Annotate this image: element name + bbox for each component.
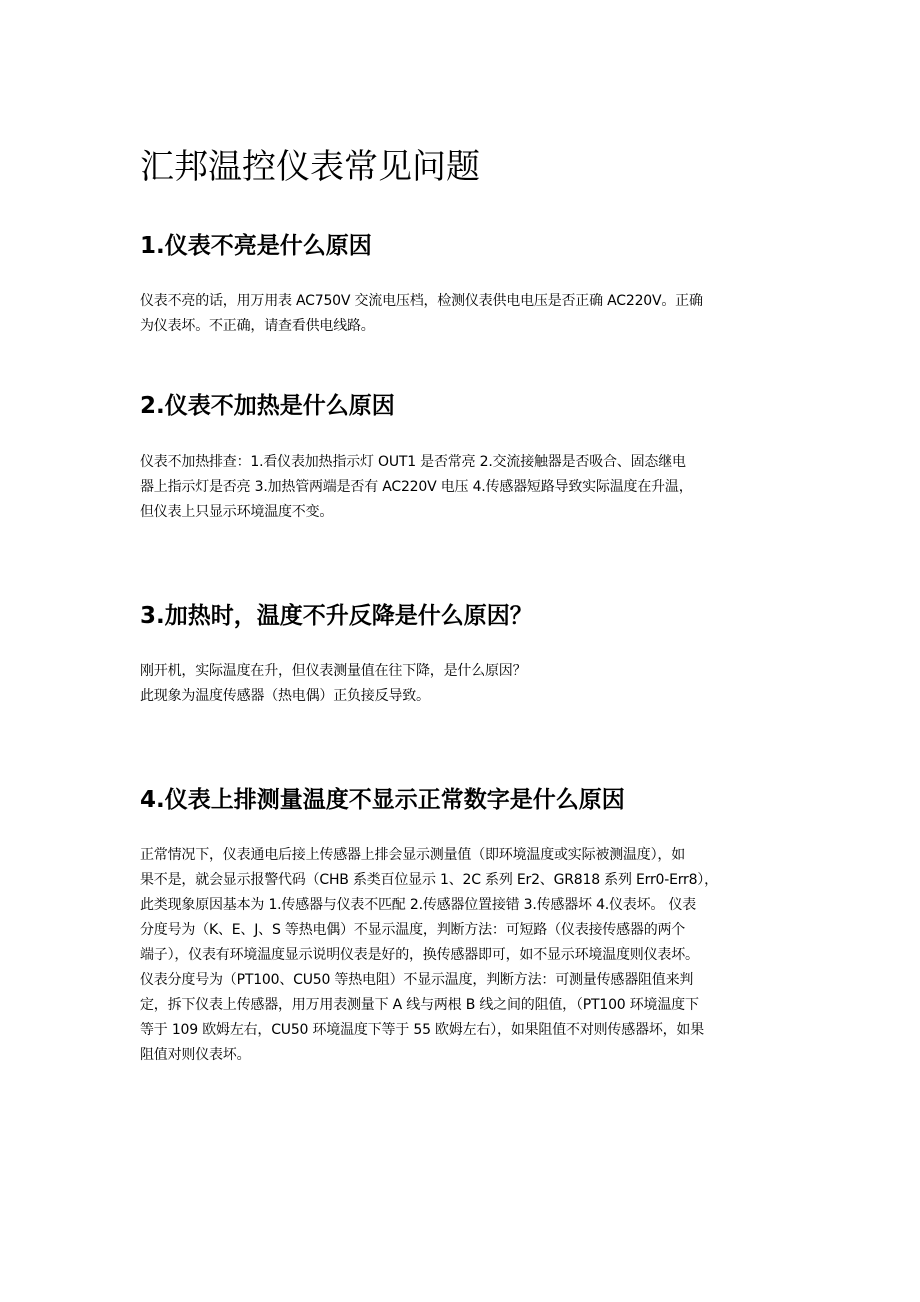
section-1-body: [140, 289, 800, 339]
section-4-line: 仪表分度号为（PT100、CU50 等热电阻）不显示温度，判断方法：可测量传感器阻值来判: [140, 972, 694, 988]
section-4-heading: 4.仪表上排测量温度不显示正常数字是什么原因: [140, 787, 625, 813]
section-3-line: 刚开机，实际温度在升，但仪表测量值在往下降，是什么原因？: [140, 663, 527, 679]
section-2-line: 仪表不加热排查：1.看仪表加热指示灯 OUT1 是否常亮 2.交流接触器是否吸合、固态继电: [140, 454, 686, 470]
section-3-body: [140, 659, 800, 709]
section-4-line: 正常情况下，仪表通电后接上传感器上排会显示测量值（即环境温度或实际被测温度），如: [140, 847, 685, 863]
section-2-body: [140, 450, 800, 525]
section-3-heading: 3.加热时，温度不升反降是什么原因？: [140, 603, 533, 629]
section-4-line: 定，拆下仪表上传感器，用万用表测量下 A 线与两根 B 线之间的阻值，（PT100 环境温度下: [140, 997, 699, 1013]
section-3-line: 此现象为温度传感器（热电偶）正负接反导致。: [140, 688, 430, 704]
section-4-line: 果不是，就会显示报警代码（CHB 系类百位显示 1、2C 系列 Er2、GR818 系列 Err0-Err8），: [140, 872, 718, 888]
document-title: 汇邦温控仪表常见问题: [140, 147, 480, 187]
section-4-body: [140, 843, 800, 1068]
section-2-heading: 2.仪表不加热是什么原因: [140, 393, 395, 419]
section-4-line: 此类现象原因基本为 1.传感器与仪表不匹配 2.传感器位置接错 3.传感器坏 4.仪表坏。 仪表: [140, 897, 697, 913]
section-4-line: 端子），仪表有环境温度显示说明仪表是好的，换传感器即可，如不显示环境温度则仪表坏。: [140, 947, 699, 963]
section-2-line: 但仪表上只显示环境温度不变。: [140, 504, 334, 520]
section-1-line: 为仪表坏。不正确，请查看供电线路。: [140, 318, 375, 334]
section-4-line: 阻值对则仪表坏。: [140, 1047, 251, 1063]
section-4-line: 分度号为（K、E、J、S 等热电偶）不显示温度，判断方法：可短路（仪表接传感器的两个: [140, 922, 686, 938]
section-1-heading: 1.仪表不亮是什么原因: [140, 233, 372, 259]
section-2-line: 器上指示灯是否亮 3.加热管两端是否有 AC220V 电压 4.传感器短路导致实际温度在升温，: [140, 479, 693, 495]
section-4-line: 等于 109 欧姆左右，CU50 环境温度下等于 55 欧姆左右），如果阻值不对则传感器坏，如果: [140, 1022, 705, 1038]
section-1-line: 仪表不亮的话，用万用表 AC750V 交流电压档，检测仪表供电电压是否正确 AC220V。正确: [140, 293, 703, 309]
